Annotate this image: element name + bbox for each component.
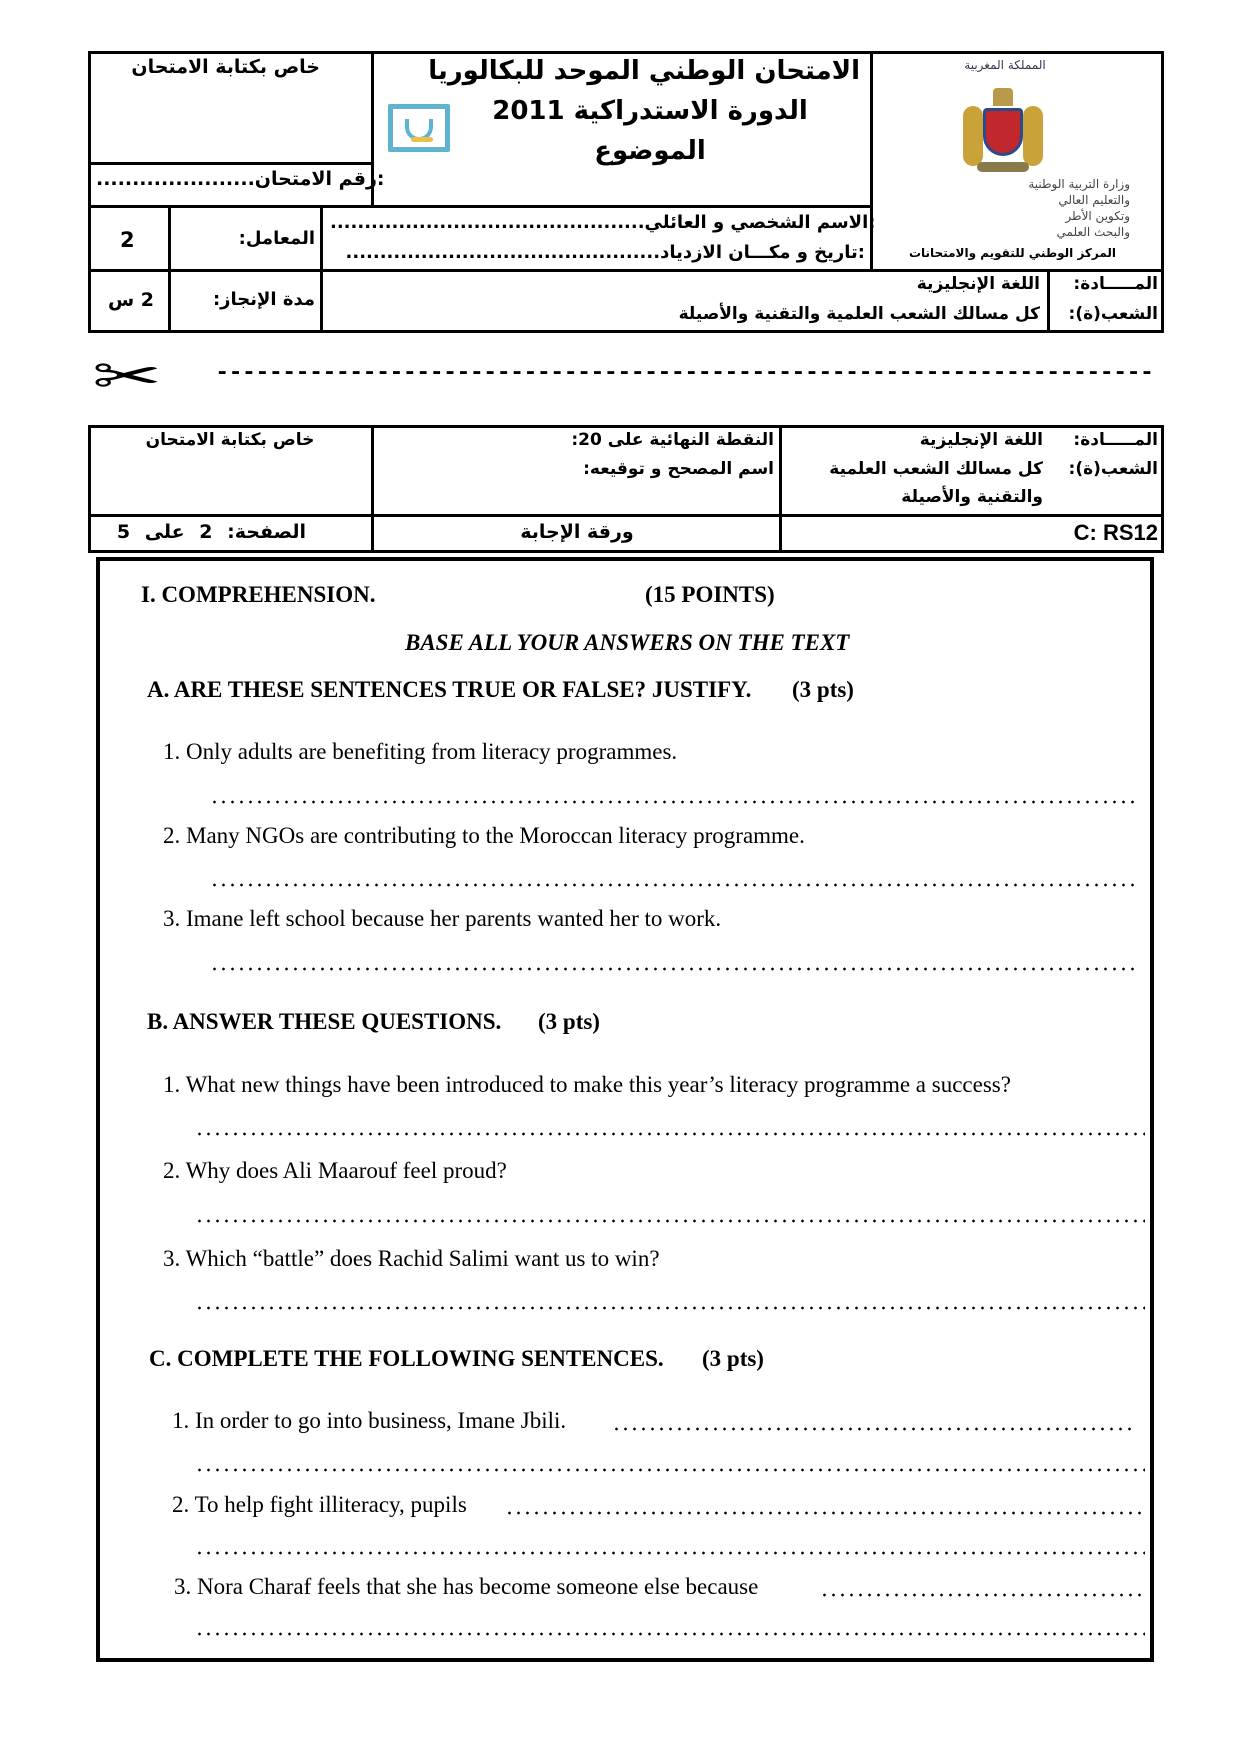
- part-c-title: C. COMPLETE THE FOLLOWING SENTENCES.: [149, 1346, 664, 1371]
- exam-number-label: رقم الامتحان:: [254, 168, 385, 190]
- exam-title: الامتحان الوطني الموحد للبكالوريا: [428, 56, 860, 86]
- page-number: 2: [199, 521, 213, 543]
- question-c3: 3. Nora Charaf feels that she has become someone else because: [174, 1574, 759, 1599]
- exam-code: C: RS12: [1073, 520, 1158, 545]
- part-b-points: (3 pts): [538, 1009, 600, 1034]
- birth-value: ..............................................: [345, 242, 661, 263]
- answer-blank-c1[interactable]: [612, 1427, 1137, 1431]
- instruction: BASE ALL YOUR ANSWERS ON THE TEXT: [405, 630, 850, 655]
- birth-label: تاريخ و مكـــان الازدياد:: [660, 242, 865, 263]
- reserved-label: خاص بكتابة الامتحان: [131, 56, 320, 78]
- section-points: (15 POINTS): [645, 582, 775, 607]
- answer-line-c2[interactable]: [195, 1551, 1145, 1555]
- question-b1: 1. What new things have been introduced to make this year’s literacy programme a success?: [163, 1072, 1011, 1097]
- divider: [88, 162, 372, 165]
- divider: [779, 425, 782, 553]
- answer-line-a2[interactable]: [210, 883, 1140, 887]
- divider: [1047, 269, 1050, 333]
- answer-line-b3[interactable]: [195, 1306, 1145, 1310]
- stream-value-cont: والتقنية والأصيلة: [901, 487, 1043, 507]
- divider: [371, 425, 374, 553]
- grader-label: اسم المصحح و توقيعه:: [583, 459, 774, 479]
- ministry-line: والتعليم العالي: [1058, 193, 1130, 207]
- coefficient-value: 2: [120, 228, 135, 252]
- answer-line-b2[interactable]: [195, 1219, 1145, 1223]
- divider: [88, 205, 873, 208]
- subject-label: المـــــادة:: [1073, 430, 1158, 450]
- question-a1: 1. Only adults are benefiting from literacy programmes.: [163, 739, 678, 764]
- part-a-title: A. ARE THESE SENTENCES TRUE OR FALSE? JUSTIFY.: [147, 677, 752, 702]
- question-c2: 2. To help fight illiteracy, pupils: [172, 1492, 467, 1517]
- stream-label: الشعب(ة):: [1068, 459, 1158, 479]
- stream-label: الشعب(ة):: [1068, 304, 1158, 324]
- coat-of-arms-icon: [963, 86, 1043, 178]
- part-a-points: (3 pts): [792, 677, 854, 702]
- divider: [870, 51, 873, 272]
- page-total: 5: [116, 521, 131, 543]
- page-of: على: [144, 521, 185, 543]
- section-title: I. COMPREHENSION.: [141, 582, 376, 607]
- answer-sheet-label: ورقة الإجابة: [520, 521, 634, 543]
- subject-value: اللغة الإنجليزية: [919, 430, 1043, 450]
- cut-line: ----------------------------------------------------------------------: [215, 360, 1154, 387]
- divider: [88, 514, 1164, 517]
- exam-number-field[interactable]: [96, 168, 385, 190]
- answer-blank-c3[interactable]: [820, 1593, 1145, 1597]
- name-field[interactable]: [330, 212, 876, 233]
- center-name: المركز الوطني للتقويم والامتحانات: [908, 246, 1117, 260]
- stream-value: كل مسالك الشعب العلمية: [829, 459, 1043, 479]
- coefficient-label: المعامل:: [238, 228, 315, 249]
- scissors-icon: ✂: [92, 349, 162, 406]
- subject-value: اللغة الإنجليزية: [916, 274, 1040, 294]
- subject-label: المـــــادة:: [1073, 274, 1158, 294]
- exam-subject-heading: الموضوع: [594, 136, 706, 166]
- ministry-name: [900, 176, 1130, 240]
- ministry-line: وتكوين الأطر: [1065, 209, 1130, 223]
- kingdom-label: المملكة المغربية: [964, 58, 1046, 72]
- part-c-points: (3 pts): [702, 1346, 764, 1371]
- answer-blank-c2[interactable]: [505, 1511, 1145, 1515]
- reserved-label: خاص بكتابة الامتحان: [145, 430, 315, 450]
- question-a2: 2. Many NGOs are contributing to the Moroccan literacy programme.: [163, 823, 805, 848]
- question-b3: 3. Which “battle” does Rachid Salimi want us to win?: [163, 1246, 660, 1271]
- divider: [320, 205, 323, 333]
- question-a3: 3. Imane left school because her parents wanted her to work.: [163, 906, 722, 931]
- page-label: الصفحة:: [227, 521, 306, 543]
- ministry-line: والبحث العلمي: [1056, 225, 1130, 239]
- exam-number-value: ......................: [96, 168, 255, 190]
- divider: [88, 269, 1164, 272]
- name-label: الاسم الشخصي و العائلي:: [644, 212, 876, 233]
- answer-line-a1[interactable]: [210, 800, 1140, 804]
- question-c1: 1. In order to go into business, Imane Jbili.: [172, 1408, 567, 1433]
- answer-line-a3[interactable]: [210, 967, 1140, 971]
- name-value: ..............................................: [330, 212, 645, 233]
- final-score-label: النقطة النهائية على 20:: [571, 430, 774, 450]
- duration-label: مدة الإنجاز:: [212, 289, 315, 310]
- part-b-title: B. ANSWER THESE QUESTIONS.: [147, 1009, 502, 1034]
- answer-line-c3[interactable]: [195, 1632, 1145, 1636]
- duration-value: 2 س: [107, 289, 155, 311]
- exam-session: الدورة الاستدراكية 2011: [492, 96, 808, 126]
- page-indicator: [96, 521, 366, 543]
- answer-line-b1[interactable]: [195, 1132, 1145, 1136]
- birth-field[interactable]: [330, 242, 865, 263]
- divider: [168, 205, 171, 333]
- answer-line-c1[interactable]: [195, 1468, 1145, 1472]
- ministry-line: وزارة التربية الوطنية: [1028, 177, 1130, 191]
- question-b2: 2. Why does Ali Maarouf feel proud?: [163, 1158, 507, 1183]
- stream-value: كل مسالك الشعب العلمية والتقنية والأصيلة: [678, 304, 1040, 324]
